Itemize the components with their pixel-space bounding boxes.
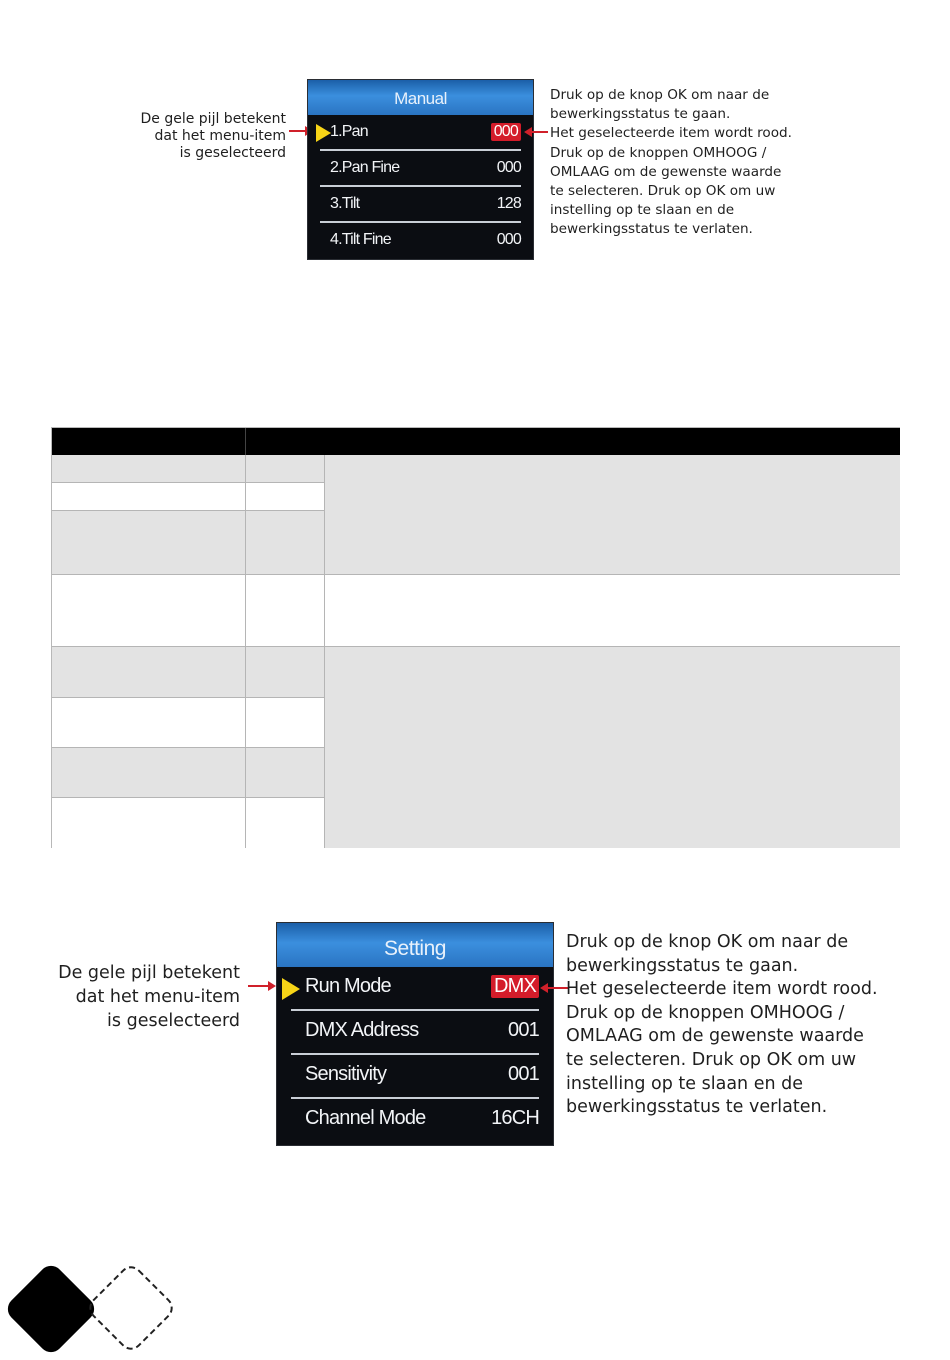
note-line: instelling op te slaan en de <box>550 202 735 219</box>
setting-value-arrow <box>542 987 568 989</box>
yellow-pointer-icon <box>316 124 331 142</box>
solid-diamond-icon <box>3 1261 99 1357</box>
manual-menu-screen <box>307 79 534 260</box>
note-line: dat het menu-item <box>154 128 286 145</box>
note-line: dat het menu-item <box>75 987 240 1007</box>
manual-value-arrow <box>526 131 548 133</box>
table-cell <box>52 798 246 848</box>
note-line: bewerkingsstatus te verlaten. <box>566 1097 828 1118</box>
table-cell <box>246 483 325 511</box>
manual-screen-title: Manual <box>308 80 533 115</box>
note-line: De gele pijl betekent <box>58 963 240 983</box>
menu-row-pan-fine[interactable] <box>320 151 521 187</box>
setting-menu-screen <box>276 922 554 1146</box>
table-description-cell <box>325 647 900 848</box>
menu-row-label: DMX Address <box>305 1019 419 1041</box>
menu-row-value-selected: 000 <box>491 123 521 141</box>
note-line: Druk op de knop OK om naar de <box>550 87 770 103</box>
note-line: bewerkingsstatus te verlaten. <box>550 221 753 238</box>
menu-row-value: 16CH <box>491 1107 539 1129</box>
note-line: instelling op te slaan en de <box>566 1073 803 1094</box>
setting-left-note <box>40 961 240 1033</box>
menu-row-label: 3.Tilt <box>330 195 360 212</box>
table-cell <box>246 698 325 748</box>
table-cell <box>52 575 246 647</box>
setting-pointer-arrow <box>248 985 274 987</box>
menu-row-label: 4.Tilt Fine <box>330 231 391 248</box>
note-line: Druk op de knoppen OMHOOG / <box>566 1002 845 1023</box>
note-line: is geselecteerd <box>179 145 286 162</box>
menu-row-channel-mode[interactable] <box>291 1099 539 1143</box>
table-cell <box>246 455 325 483</box>
menu-row-label: 1.Pan <box>330 123 368 140</box>
table-cell <box>246 511 325 575</box>
note-line: De gele pijl betekent <box>140 111 286 127</box>
table-cell <box>52 748 246 798</box>
setting-screen-title: Setting <box>277 923 553 967</box>
menu-row-dmx-address[interactable] <box>291 1011 539 1055</box>
yellow-pointer-icon <box>282 978 300 1000</box>
table-cell <box>52 647 246 698</box>
note-line: te selecteren. Druk op OK om uw <box>566 1049 857 1070</box>
table-cell <box>52 455 246 483</box>
menu-row-tilt-fine[interactable] <box>320 223 521 259</box>
manual-right-note <box>550 86 820 240</box>
menu-row-label: Sensitivity <box>305 1063 387 1085</box>
table-cell <box>246 798 325 848</box>
menu-row-value: 000 <box>496 159 521 176</box>
menu-row-value: 001 <box>508 1019 539 1041</box>
note-line: OMLAAG om de gewenste waarde <box>550 163 782 180</box>
menu-row-label: 2.Pan Fine <box>330 159 400 176</box>
table-header-col2 <box>246 428 900 455</box>
table-header-col1 <box>52 428 246 455</box>
table-description-cell <box>325 455 900 575</box>
menu-row-label: Channel Mode <box>305 1107 426 1129</box>
setting-right-note <box>566 931 911 1120</box>
table-cell <box>246 575 325 647</box>
menu-row-value: 001 <box>508 1063 539 1085</box>
note-line: bewerkingsstatus te gaan. <box>566 955 799 976</box>
table-cell <box>246 748 325 798</box>
menu-row-run-mode[interactable] <box>291 967 539 1011</box>
note-line: is geselecteerd <box>107 1011 240 1031</box>
table-cell <box>52 511 246 575</box>
table-cell <box>52 483 246 511</box>
menu-row-sensitivity[interactable] <box>291 1055 539 1099</box>
note-line: bewerkingsstatus te gaan. <box>550 106 731 123</box>
menu-row-pan[interactable] <box>320 115 521 151</box>
note-line: Druk op de knop OK om naar de <box>566 932 849 952</box>
menu-row-value: 128 <box>496 195 521 212</box>
menu-row-label: Run Mode <box>305 975 391 997</box>
note-line: OMLAAG om de gewenste waarde <box>566 1026 864 1047</box>
menu-row-value: 000 <box>496 231 521 248</box>
manual-left-note <box>120 111 286 162</box>
settings-table <box>51 427 900 848</box>
note-line: Het geselecteerde item wordt rood. <box>550 125 792 142</box>
dashed-diamond-icon <box>84 1261 177 1354</box>
menu-row-tilt[interactable] <box>320 187 521 223</box>
table-cell <box>52 698 246 748</box>
note-line: Het geselecteerde item wordt rood. <box>566 979 878 1000</box>
note-line: Druk op de knoppen OMHOOG / <box>550 144 767 161</box>
menu-row-value-selected: DMX <box>491 975 539 998</box>
note-line: te selecteren. Druk op OK om uw <box>550 183 776 200</box>
table-cell <box>246 647 325 698</box>
table-description-cell <box>325 575 900 647</box>
